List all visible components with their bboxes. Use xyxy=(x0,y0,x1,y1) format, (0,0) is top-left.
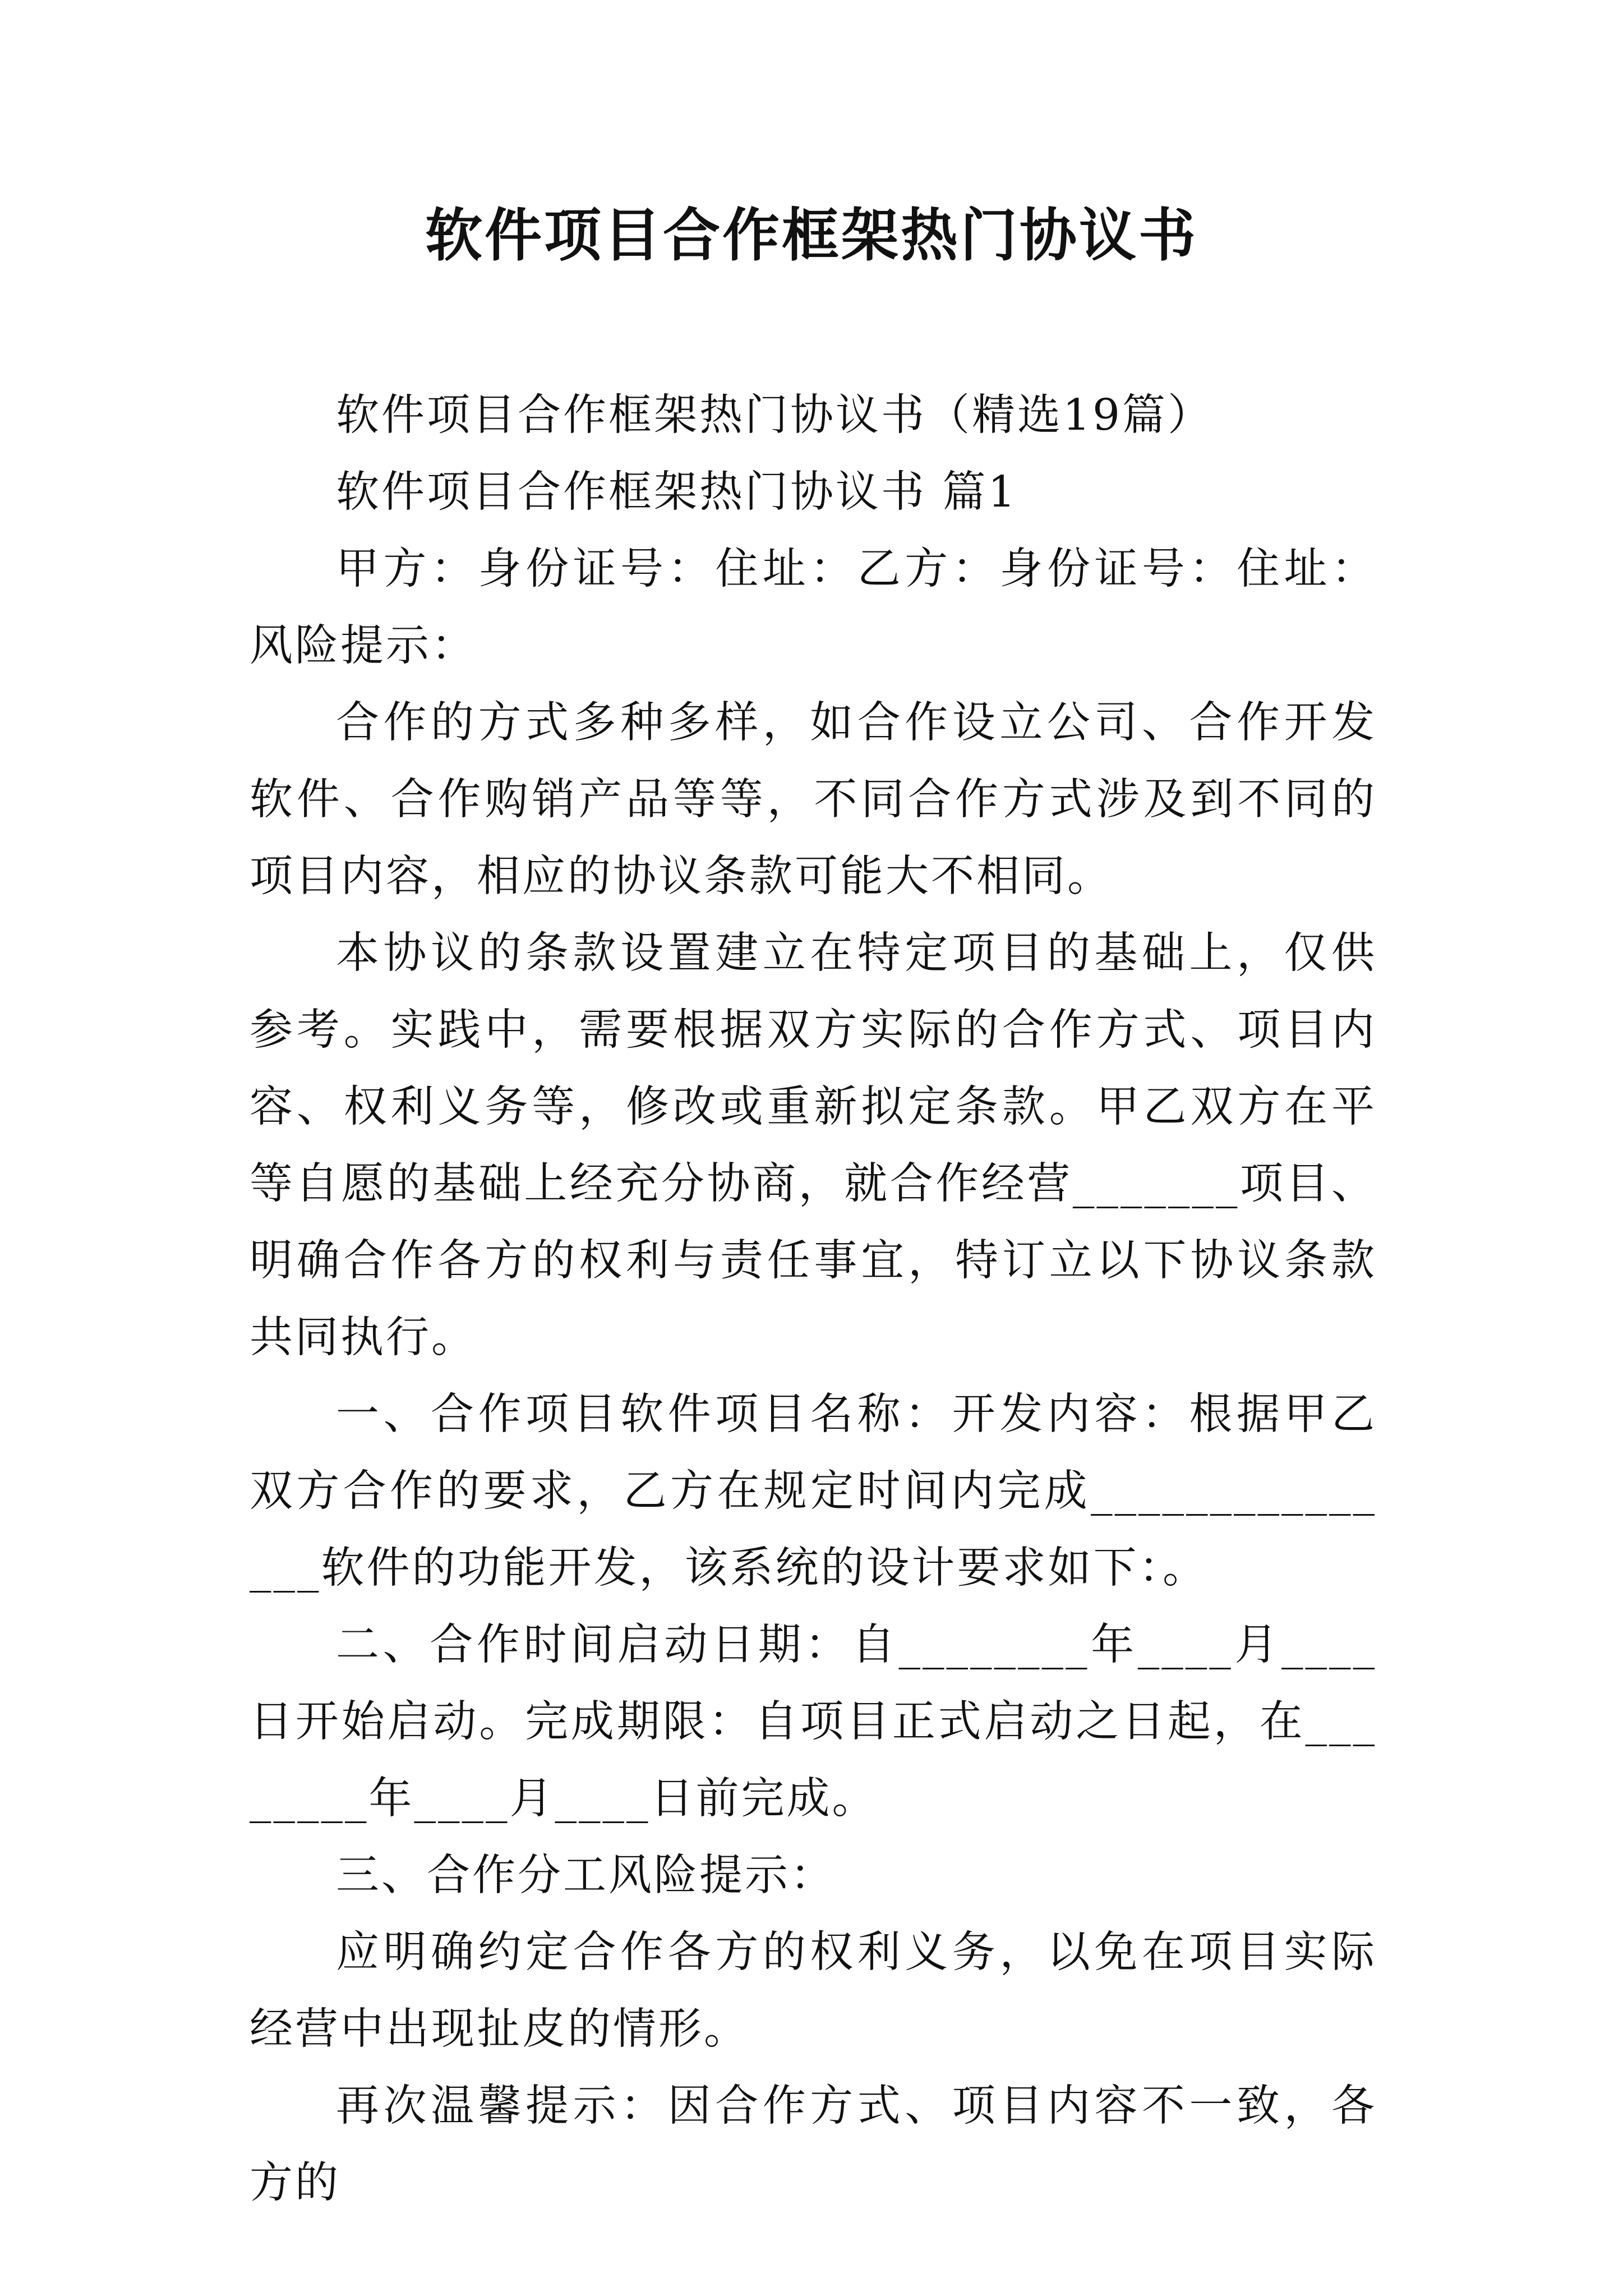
paragraph-clause-3: 三、合作分工风险提示： xyxy=(336,1851,836,1901)
paragraph-parties: 甲方：身份证号：住址：乙方：身份证号：住址：风险提示： xyxy=(250,544,1377,671)
paragraph-agreement-basis: 本协议的条款设置建立在特定项目的基础上，仅供参考。实践中，需要根据双方实际的合作方式、项目内容、权利义务等，修改或重新拟定条款。甲乙双方在平等自愿的基础上经充分协商，就合作经营_______项目、明确合作各方的权利与责任事宜，特订立以下协议条款共同执行。 xyxy=(250,928,1377,1363)
document-title: 软件项目合作框架热门协议书 xyxy=(425,202,1198,269)
paragraph-section-heading: 软件项目合作框架热门协议书 篇1 xyxy=(336,467,1018,517)
paragraph-cooperation-methods: 合作的方式多种多样，如合作设立公司、合作开发软件、合作购销产品等等，不同合作方式涉及到不同的项目内容，相应的协议条款可能大不相同。 xyxy=(250,698,1377,901)
paragraph-clause-2: 二、合作时间启动日期：自________年____月____日开始启动。完成期限：自项目正式启动之日起，在________年____月____日前完成。 xyxy=(250,1620,1377,1824)
paragraph-reminder: 再次温馨提示：因合作方式、项目内容不一致，各方的 xyxy=(250,2081,1377,2208)
paragraph-rights-obligations: 应明确约定合作各方的权利义务，以免在项目实际经营中出现扯皮的情形。 xyxy=(250,1927,1377,2054)
document-body xyxy=(250,377,1377,2221)
paragraph-clause-1: 一、合作项目软件项目名称：开发内容：根据甲乙双方合作的要求，乙方在规定时间内完成_______________软件的功能开发，该系统的设计要求如下：。 xyxy=(250,1389,1377,1593)
paragraph-subtitle: 软件项目合作框架热门协议书（精选19篇） xyxy=(336,390,1213,440)
